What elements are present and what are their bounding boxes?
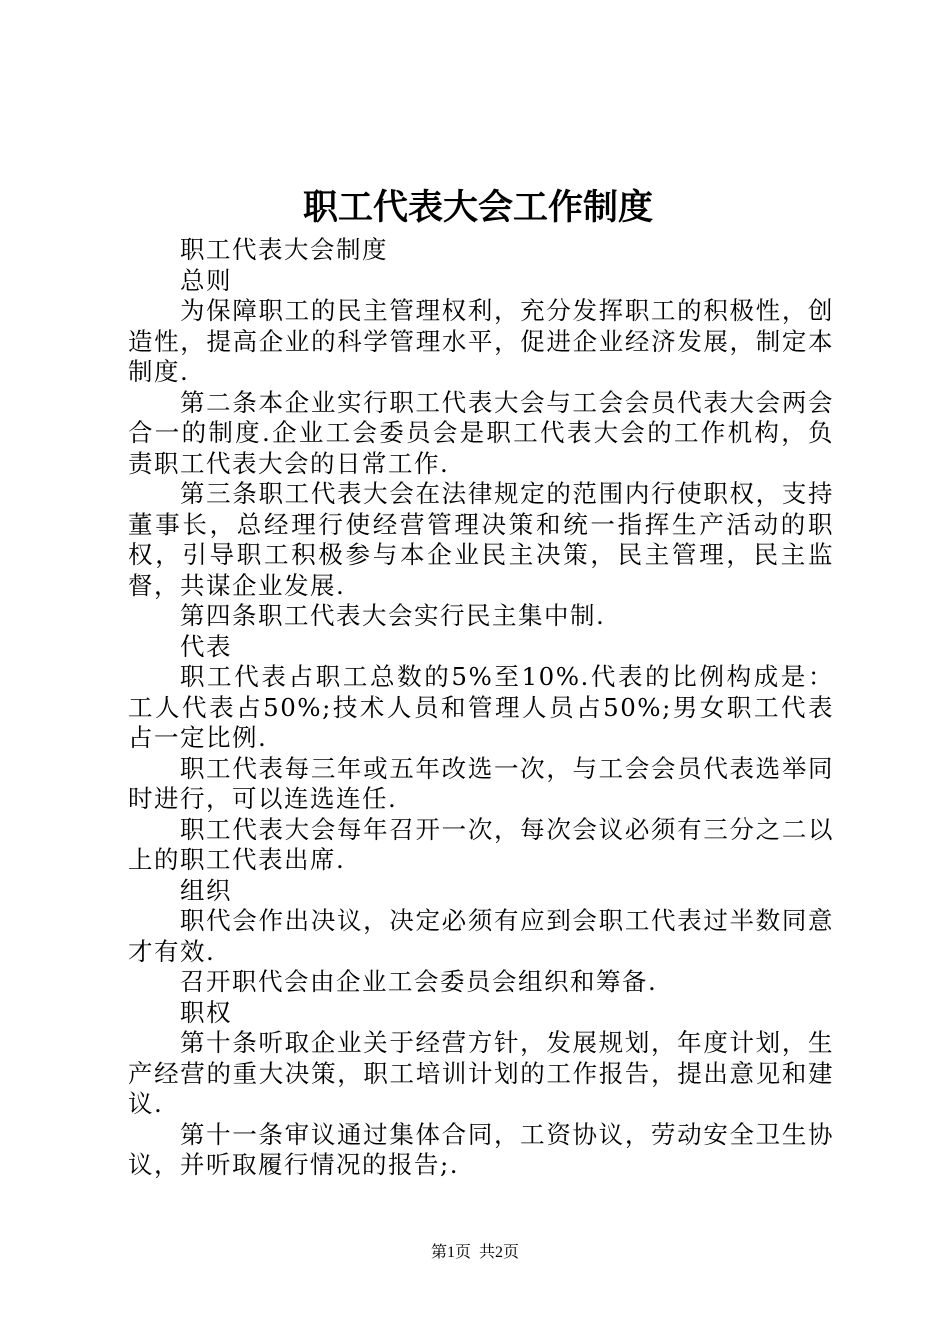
paragraph: 第二条本企业实行职工代表大会与工会会员代表大会两会合一的制度.企业工会委员会是职工代表大会的工作机构，负责职工代表大会的日常工作. (128, 387, 834, 478)
heading-organization: 组织 (180, 875, 232, 905)
heading-powers: 职权 (180, 997, 232, 1027)
paragraph: 为保障职工的民主管理权利，充分发挥职工的积极性，创造性，提高企业的科学管理水平，促进企业经济发展，制定本制度. (128, 296, 834, 386)
heading-section: 职工代表大会制度 (180, 235, 388, 264)
page-footer (0, 1242, 950, 1264)
paragraph: 职代会作出决议，决定必须有应到会职工代表过半数同意才有效. (128, 906, 834, 966)
paragraph: 第十一条审议通过集体合同，工资协议，劳动安全卫生协议，并听取履行情况的报告;. (128, 1119, 834, 1179)
page-total: 共2页 (479, 1244, 520, 1261)
page-number: 第1页 (430, 1244, 471, 1261)
document-title: 职工代表大会工作制度 (302, 187, 653, 228)
document-body (128, 235, 834, 1181)
paragraph: 召开职代会由企业工会委员会组织和筹备. (180, 967, 658, 996)
heading-representatives: 代表 (180, 631, 232, 661)
paragraph: 职工代表大会每年召开一次，每次会议必须有三分之二以上的职工代表出席. (128, 814, 834, 874)
paragraph: 职工代表占职工总数的5%至10%.代表的比例构成是：工人代表占50%;技术人员和管理人员占50%;男女职工代表占一定比例. (128, 662, 834, 752)
paragraph: 第四条职工代表大会实行民主集中制. (180, 601, 606, 630)
paragraph: 第三条职工代表大会在法律规定的范围内行使职权，支持董事长，总经理行使经营管理决策和统一指挥生产活动的职权，引导职工积极参与本企业民主决策，民主管理，民主监督，共谋企业发展. (128, 479, 834, 600)
paragraph: 职工代表每三年或五年改选一次，与工会会员代表选举同时进行，可以连选连任. (128, 753, 834, 813)
paragraph: 第十条听取企业关于经营方针，发展规划，年度计划，生产经营的重大决策，职工培训计划的工作报告，提出意见和建议. (128, 1028, 834, 1118)
heading-general: 总则 (180, 265, 232, 295)
